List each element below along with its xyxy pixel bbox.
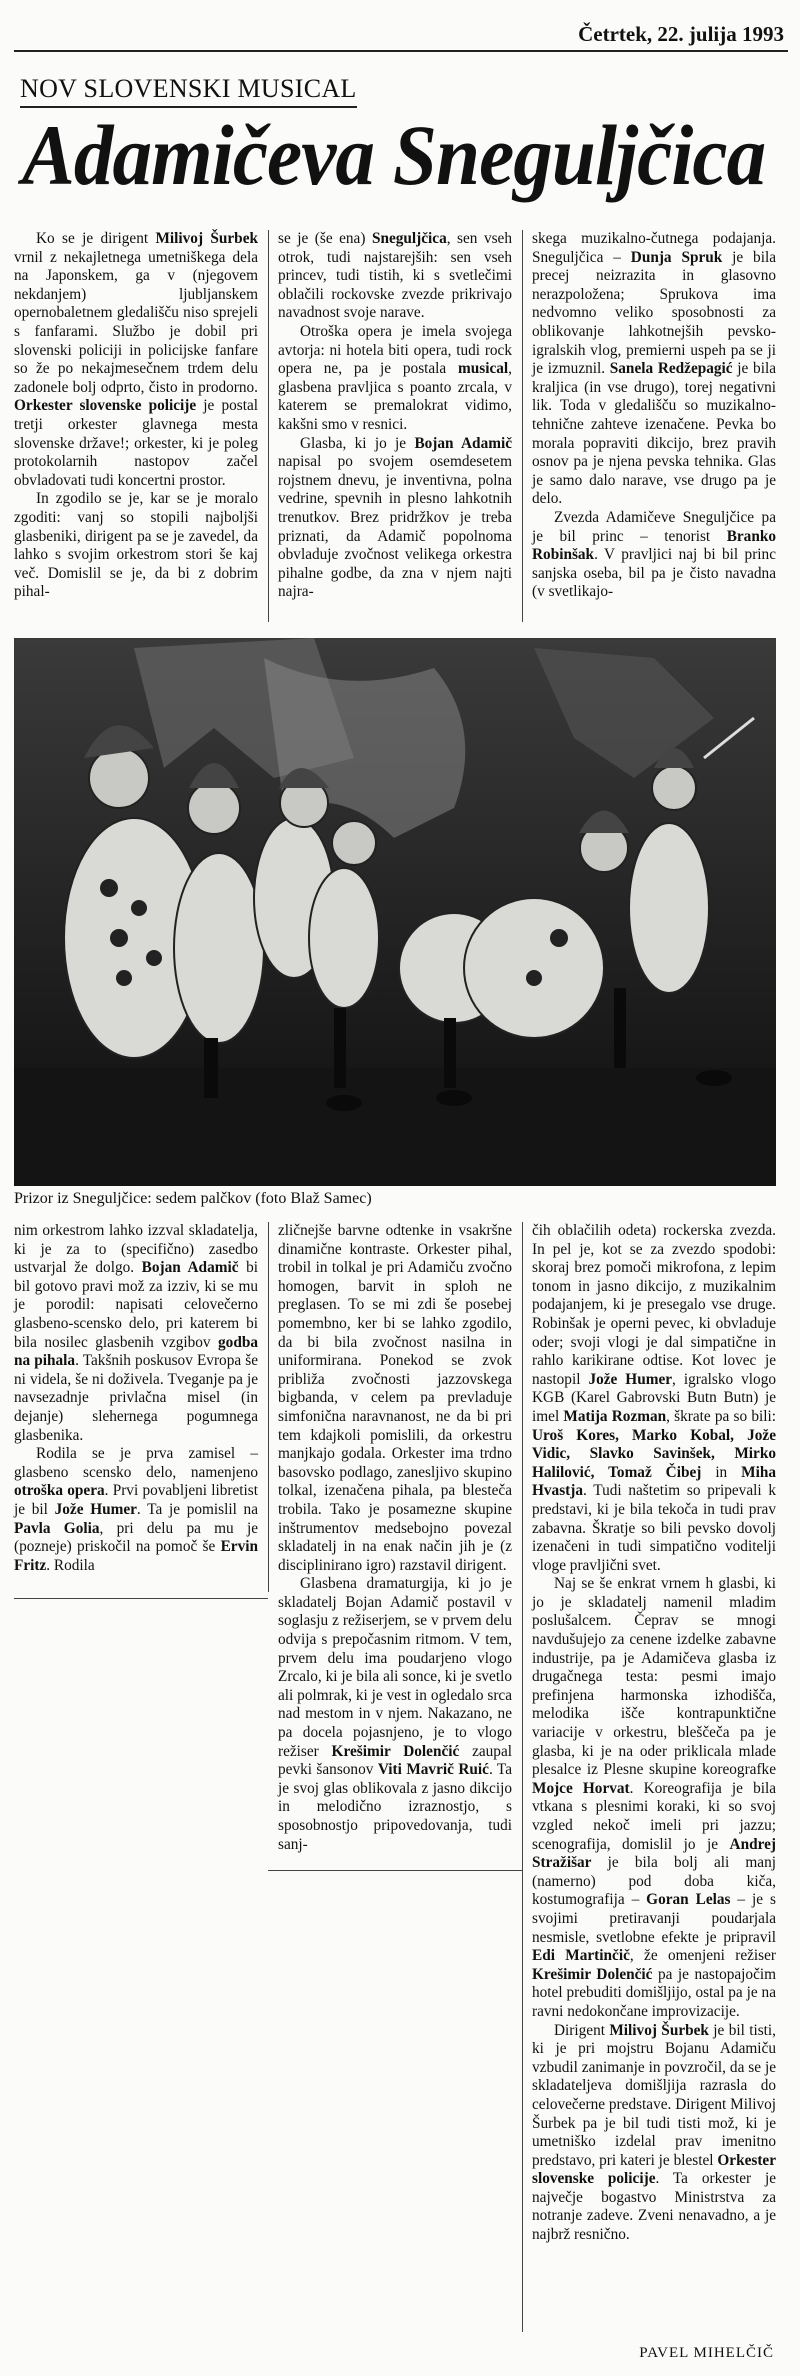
article-paragraph: Rodila se je prva zamisel – glasbeno scensko delo, namenjeno otroška opera. Prvi povabljeni libretist je bil Jože Humer. Ta je pomislil na Pavla Golia, pri delu pa mu je (pozneje) priskočil na pomoč še Ervin Fritz. Rodila — [14, 1445, 258, 1574]
article-paragraph: Ko se je dirigent Milivoj Šurbek vrnil z nekajletnega umetniškega dela na Japonskem, ga v (njegovem nekdanjem) ljubljanskem opernobaletnem gledališču niso sprejeli s fanfarami. Službo je dobil pri slovenski policiji in policijske fanfare so že po nekajmesečnem trdem delu zadonele bolj odprto, čisto in prodorno. Orkester slovenske policije je postal tretji orkester glavnega mesta slovenske države!; orkester, ki je poleg protokolarnih nastopov začel obvladovati tudi koncertni prostor. — [14, 230, 258, 489]
issue-date: Četrtek, 22. julija 1993 — [578, 22, 784, 46]
stage-photo — [14, 638, 776, 1186]
article-paragraph: Glasbena dramaturgija, ki jo je skladatelj Bojan Adamič postavil v soglasju z režiserjem, se v prvem delu odvija s prepočasnim ritmom. V tem, prvem delu ima poudarjeno vlogo Zrcalo, ki je bila ali sonce, ki je svetlo ali polmrak, ki je vest in ogledalo srca nad mestom in v njem. Nakazano, ne pa docela pojasnjeno, je to vlogo režiser Krešimir Dolenčić zaupal pevki šansonov Viti Mavrič Ruić. Ta je svoj glas oblikovala z jasno dikcijo in melodično izraznostjo, s sposobnostjo pripovedovanja, tudi sanj- — [278, 1575, 512, 1853]
column-divider — [522, 230, 523, 622]
article-paragraph: Glasba, ki jo je Bojan Adamič napisal po svojem osemdesetem rojstnem dnevu, je inventivna, polna vedrine, spevnih in plesno lahkotnih trenutkov. Brez pridržkov je treba priznati, da Adamič popolnoma obvladuje zvočnost velikega orkestra pihalne godbe, da zna v njem najti najra- — [278, 434, 513, 601]
column-divider — [522, 1222, 523, 2332]
dwarfs-photo-illustration — [14, 638, 776, 1186]
top-column-1 — [14, 230, 258, 602]
bottom-column-2 — [278, 1222, 512, 1854]
top-columns — [14, 230, 776, 630]
bottom-columns — [14, 1222, 776, 2342]
headline: Adamičeva Sneguljčica — [22, 107, 766, 203]
top-column-2 — [278, 230, 512, 602]
article-paragraph: zličnejše barvne odtenke in vsakršne dinamične kontraste. Orkester pihal, trobil in tolkal je pri Adamiču zvočno homogen, barvit in sploh ne preglasen. To se mi zdi še posebej pomembno, ker bi se lahko zgodilo, da bi bila zvočnost nasilna in uniformirana. Ponekod se zvok približa zvočnosti jazzovskega bigbanda, v celem pa prevladuje simfonična naravnanost, ne da bi pri tem kdajkoli pomislili, da orkestru manjkajo godala. Orkester ima trdno basovsko podlago, zanesljivo skupino tolkal, izenačena pihala, pa blesteča trobila. Tako je posamezne skupine inštrumentov medsebojno povezal skladatelj in na enak način jih je (z disciplinirano igro) razstavil dirigent. — [278, 1222, 512, 1574]
article-paragraph: se je (še ena) Sneguljčica, sen vseh otrok, tudi najstarejših: sen vseh princev, tudi tistih, ki s svetlečimi oblačili rockovske zvezde prikrivajo navadnost svoje narave. — [278, 230, 512, 322]
article-paragraph: Dirigent Milivoj Šurbek je bil tisti, ki je pri mojstru Bojanu Adamiču vzbudil zanimanje in povzročil, da se je skladateljeva domišljija razrasla do celovečerne predstave. Dirigent Milivoj Šurbek pa je bil tudi tisti mož, ki je umetniško izdelal prav imenitno predstavo, pri kateri je blestel Orkester slovenske policije. Ta orkester je največje bogastvo Ministrstva za notranje zadeve. Zveni nenavadno, a je najbrž resnično. — [532, 2021, 776, 2244]
top-column-3 — [532, 230, 776, 602]
article-paragraph: Naj se še enkrat vrnem h glasbi, ki jo je skladatelj namenil mladim poslušalcem. Čeprav se mnogi navdušujejo za cenene izdelke zabavne industrije, pa je Adamičeva glasba iz drugačnega testa: pesmi imajo prefinjena harmonska izhodišča, melodika išče kontrapunktične variacije v orkestru, bleščeča pa je glasba, ki je na oder priklicala mlade plesalce iz Plesne skupine koreografke Mojce Horvat. Koreografija je bila vtkana s plesnimi koraki, ki so svoj vzgled nekoč imeli pri jazzu; scenografija, domislil jo je Andrej Stražišar je bila bolj ali manj (namerno) pod doba kiča, kostumografija – Goran Lelas – je s svojimi pretiravanji poudarjala nesmisle, svetlobne efekte je pripravil Edi Martinčič, že omenjeni režiser Krešimir Dolenčić pa je nastopajočim hotel prebuditi domišljijo, ostal pa je na ravni nedokončane improvizacije. — [532, 1575, 777, 2020]
top-rule — [14, 50, 788, 52]
column-divider — [268, 1222, 269, 1592]
column-divider — [268, 230, 269, 622]
bottom-column-3 — [532, 1222, 776, 2245]
column-end-rule — [268, 1870, 522, 1871]
photo-caption: Prizor iz Sneguljčice: sedem palčkov (foto Blaž Samec) — [14, 1190, 372, 1207]
article-paragraph: čih oblačilih odeta) rockerska zvezda. In pel je, kot se za zvezdo spodobi: skoraj brez pomoči mikrofona, z lepim tonom in jasno dikcijo, z muzikalnim podajanjem, ki je presegalo vse druge. Robinšak je operni pevec, ki obvladuje oder; svoji vlogi je dal simpatične in rahlo karikirane odtise. Kot lovec je nastopil Jože Humer, igralsko vlogo KGB (Karel Gabrovski Butn Butn) je imel Matija Rozman, škrate pa so bili: Uroš Kores, Marko Kobal, Jože Vidic, Slavko Savinšek, Mirko Halilović, Tomaž Čibej in Miha Hvastja. Tudi naštetim so pripevali k predstavi, ki je bila tekoča in tudi prav zabavna. Škratje so bili pevsko dovolj izenačeni in tudi simpatično voditelji vloge pravljični svet. — [532, 1222, 776, 1574]
bottom-column-1 — [14, 1222, 258, 1575]
article-paragraph: skega muzikalno-čutnega podajanja. Sneguljčica – Dunja Spruk je bila precej neizrazita in glasovno nerazpoložena; Sprukova ima nedvomno veliko sposobnosti za oblikovanje lahkotnejših pevsko-igralskih vlog, premierni uspeh pa se ji je izmuznil. Sanela Redžepagić je bila kraljica (in vse drugo), torej negativni lik. Toda v gledališču so muzikalno-tehnične zahteve izenačene. Pevka bo morala popraviti dikcijo, brez pravih osnov pa je njena pevska tehnika. Glas je samo dalo narave, vse drugo pa je delo. — [532, 230, 776, 508]
article-paragraph: Zvezda Adamičeve Sneguljčice pa je bil princ – tenorist Branko Robinšak. V pravljici naj bi bil princ sanjska oseba, bil pa je čisto navadna (v svetlikajo- — [532, 508, 776, 601]
column-end-rule — [14, 1598, 268, 1599]
article-paragraph: In zgodilo se je, kar se je moralo zgoditi: vanj so stopili najboljši glasbeniki, dirigent pa se je zavedel, da lahko s svojim orkestrom stori še kaj več. Domislil se je, da bi z dobrim pihal- — [14, 490, 258, 601]
kicker: NOV SLOVENSKI MUSICAL — [20, 74, 357, 108]
article-paragraph: nim orkestrom lahko izzval skladatelja, ki je za to (specifično) zasedbo ustvarjal že dolgo. Bojan Adamič bi bil gotovo pravi mož za izziv, ki se mu je porodil: napisati celovečerno glasbeno-scensko delo, pri katerem bi bila nosilec glasbenih vzgibov godba na pihala. Takšnih poskusov Evropa še ni videla, še ni doživela. Tveganje pa je navsezadnje privlačna misel (in dejanje) slehernega pogumnega glasbenika. — [14, 1222, 258, 1444]
article-paragraph: Otroška opera je imela svojega avtorja: ni hotela biti opera, tudi rock opera ne, pa je postala musical, glasbena pravljica s poanto zrcala, v katerem se premalokrat vidimo, kakšni smo v resnici. — [278, 322, 512, 433]
author-signature: PAVEL MIHELČIČ — [639, 2345, 774, 2361]
